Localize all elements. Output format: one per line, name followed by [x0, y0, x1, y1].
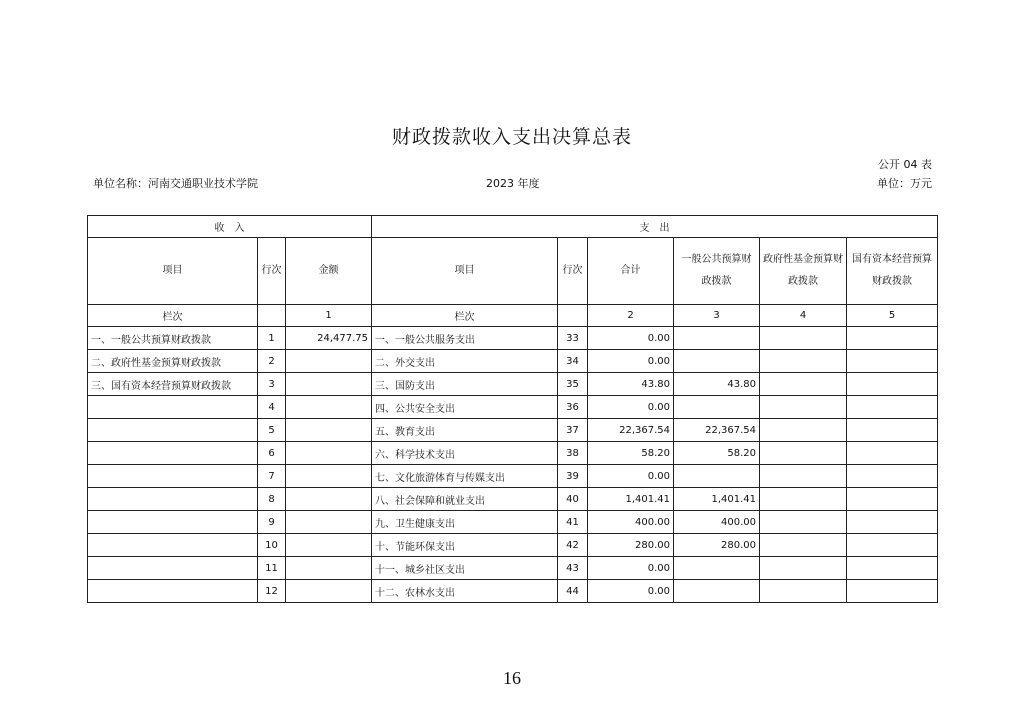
- income-amount-cell: [286, 488, 372, 511]
- table-row: [88, 511, 938, 534]
- page-number: 16: [503, 668, 521, 688]
- fund-budget-cell: [760, 442, 847, 465]
- total-header: 合计: [588, 238, 674, 305]
- general-budget-cell: 22,367.54: [674, 419, 760, 442]
- income-row-no-cell: 2: [258, 350, 286, 373]
- table-row: [88, 442, 938, 465]
- fund-budget-cell: [760, 534, 847, 557]
- income-item-cell: [88, 557, 258, 580]
- general-budget-cell: 43.80: [674, 373, 760, 396]
- income-amount-cell: [286, 534, 372, 557]
- income-row-no-cell: 11: [258, 557, 286, 580]
- column-empty: [258, 305, 286, 327]
- column-number-1: 1: [286, 305, 372, 327]
- state-capital-cell: [847, 442, 938, 465]
- expense-item-cell: 六、科学技术支出: [372, 442, 558, 465]
- income-row-no-cell: 12: [258, 580, 286, 603]
- column-number-5: 5: [847, 305, 938, 327]
- income-item-cell: [88, 396, 258, 419]
- expense-item-cell: 二、外交支出: [372, 350, 558, 373]
- income-row-no-header: 行次: [258, 238, 286, 305]
- income-amount-cell: [286, 419, 372, 442]
- general-budget-cell: 280.00: [674, 534, 760, 557]
- income-item-cell: 二、政府性基金预算财政拨款: [88, 350, 258, 373]
- income-row-no-cell: 5: [258, 419, 286, 442]
- income-row-no-cell: 1: [258, 327, 286, 350]
- table-row: [88, 488, 938, 511]
- income-amount-cell: [286, 373, 372, 396]
- general-budget-cell: 58.20: [674, 442, 760, 465]
- general-budget-header: 一般公共预算财政拨款: [674, 238, 760, 305]
- table-row: [88, 557, 938, 580]
- total-cell: 0.00: [588, 350, 674, 373]
- column-label: 栏次: [88, 305, 258, 327]
- general-budget-cell: 1,401.41: [674, 488, 760, 511]
- expense-row-no-cell: 33: [558, 327, 588, 350]
- income-amount-cell: [286, 511, 372, 534]
- fund-budget-cell: [760, 327, 847, 350]
- income-item-cell: 三、国有资本经营预算财政拨款: [88, 373, 258, 396]
- budget-table: [87, 215, 938, 603]
- expense-item-cell: 九、卫生健康支出: [372, 511, 558, 534]
- expense-row-no-cell: 42: [558, 534, 588, 557]
- expense-item-cell: 七、文化旅游体育与传媒支出: [372, 465, 558, 488]
- state-capital-cell: [847, 580, 938, 603]
- income-item-header: 项目: [88, 238, 258, 305]
- total-cell: 43.80: [588, 373, 674, 396]
- fiscal-year: 2023 年度: [486, 177, 540, 190]
- total-cell: 0.00: [588, 465, 674, 488]
- income-row-no-cell: 3: [258, 373, 286, 396]
- income-amount-cell: [286, 465, 372, 488]
- income-amount-header: 金额: [286, 238, 372, 305]
- expense-item-cell: 一、一般公共服务支出: [372, 327, 558, 350]
- income-header: 收 入: [88, 216, 372, 238]
- income-amount-cell: [286, 396, 372, 419]
- income-item-cell: [88, 580, 258, 603]
- table-row: [88, 580, 938, 603]
- unit-name: 单位名称：河南交通职业技术学院: [93, 177, 258, 190]
- income-amount-cell: [286, 442, 372, 465]
- income-amount-cell: 24,477.75: [286, 327, 372, 350]
- expense-row-no-cell: 38: [558, 442, 588, 465]
- income-row-no-cell: 7: [258, 465, 286, 488]
- column-label-expense: 栏次: [372, 305, 558, 327]
- income-amount-cell: [286, 350, 372, 373]
- expense-row-no-header: 行次: [558, 238, 588, 305]
- fund-budget-cell: [760, 396, 847, 419]
- total-cell: 0.00: [588, 557, 674, 580]
- table-row: [88, 419, 938, 442]
- fund-budget-cell: [760, 419, 847, 442]
- income-amount-cell: [286, 557, 372, 580]
- page-title: 财政拨款收入支出决算总表: [391, 126, 632, 148]
- expense-item-cell: 三、国防支出: [372, 373, 558, 396]
- column-empty-expense: [558, 305, 588, 327]
- income-row-no-cell: 6: [258, 442, 286, 465]
- fund-budget-cell: [760, 511, 847, 534]
- state-capital-cell: [847, 327, 938, 350]
- expense-item-cell: 五、教育支出: [372, 419, 558, 442]
- total-cell: 58.20: [588, 442, 674, 465]
- state-capital-cell: [847, 396, 938, 419]
- table-row: [88, 373, 938, 396]
- fund-budget-header: 政府性基金预算财政拨款: [760, 238, 847, 305]
- expense-row-no-cell: 43: [558, 557, 588, 580]
- general-budget-cell: [674, 557, 760, 580]
- income-item-cell: 一、一般公共预算财政拨款: [88, 327, 258, 350]
- state-capital-cell: [847, 419, 938, 442]
- expense-row-no-cell: 37: [558, 419, 588, 442]
- column-number-4: 4: [760, 305, 847, 327]
- total-cell: 0.00: [588, 580, 674, 603]
- table-row: [88, 327, 938, 350]
- general-budget-cell: [674, 396, 760, 419]
- income-row-no-cell: 10: [258, 534, 286, 557]
- income-item-cell: [88, 488, 258, 511]
- fund-budget-cell: [760, 465, 847, 488]
- expense-item-cell: 四、公共安全支出: [372, 396, 558, 419]
- income-row-no-cell: 8: [258, 488, 286, 511]
- expense-row-no-cell: 36: [558, 396, 588, 419]
- total-cell: 280.00: [588, 534, 674, 557]
- general-budget-cell: [674, 350, 760, 373]
- column-number-2: 2: [588, 305, 674, 327]
- table-row: [88, 534, 938, 557]
- fund-budget-cell: [760, 373, 847, 396]
- income-item-cell: [88, 419, 258, 442]
- income-amount-cell: [286, 580, 372, 603]
- expense-item-cell: 十二、农林水支出: [372, 580, 558, 603]
- expense-row-no-cell: 41: [558, 511, 588, 534]
- expense-item-cell: 八、社会保障和就业支出: [372, 488, 558, 511]
- total-cell: 0.00: [588, 396, 674, 419]
- expense-item-cell: 十一、城乡社区支出: [372, 557, 558, 580]
- expense-row-no-cell: 40: [558, 488, 588, 511]
- expense-row-no-cell: 44: [558, 580, 588, 603]
- state-capital-cell: [847, 534, 938, 557]
- expense-item-cell: 十、节能环保支出: [372, 534, 558, 557]
- expense-row-no-cell: 34: [558, 350, 588, 373]
- income-row-no-cell: 9: [258, 511, 286, 534]
- form-number: 公开 04 表: [878, 158, 932, 171]
- total-cell: 22,367.54: [588, 419, 674, 442]
- general-budget-cell: [674, 580, 760, 603]
- income-item-cell: [88, 465, 258, 488]
- fund-budget-cell: [760, 488, 847, 511]
- general-budget-cell: [674, 465, 760, 488]
- state-capital-cell: [847, 465, 938, 488]
- income-item-cell: [88, 534, 258, 557]
- table-row: [88, 350, 938, 373]
- currency-unit: 单位：万元: [877, 177, 932, 190]
- general-budget-cell: [674, 327, 760, 350]
- state-capital-cell: [847, 488, 938, 511]
- expense-row-no-cell: 39: [558, 465, 588, 488]
- table-row: [88, 396, 938, 419]
- income-item-cell: [88, 511, 258, 534]
- state-capital-cell: [847, 557, 938, 580]
- state-capital-cell: [847, 373, 938, 396]
- income-item-cell: [88, 442, 258, 465]
- state-capital-header: 国有资本经营预算财政拨款: [847, 238, 938, 305]
- total-cell: 0.00: [588, 327, 674, 350]
- total-cell: 400.00: [588, 511, 674, 534]
- expense-row-no-cell: 35: [558, 373, 588, 396]
- state-capital-cell: [847, 511, 938, 534]
- expense-header: 支 出: [372, 216, 938, 238]
- general-budget-cell: 400.00: [674, 511, 760, 534]
- fund-budget-cell: [760, 350, 847, 373]
- total-cell: 1,401.41: [588, 488, 674, 511]
- expense-item-header: 项目: [372, 238, 558, 305]
- column-number-3: 3: [674, 305, 760, 327]
- fund-budget-cell: [760, 580, 847, 603]
- fund-budget-cell: [760, 557, 847, 580]
- table-row: [88, 465, 938, 488]
- income-row-no-cell: 4: [258, 396, 286, 419]
- state-capital-cell: [847, 350, 938, 373]
